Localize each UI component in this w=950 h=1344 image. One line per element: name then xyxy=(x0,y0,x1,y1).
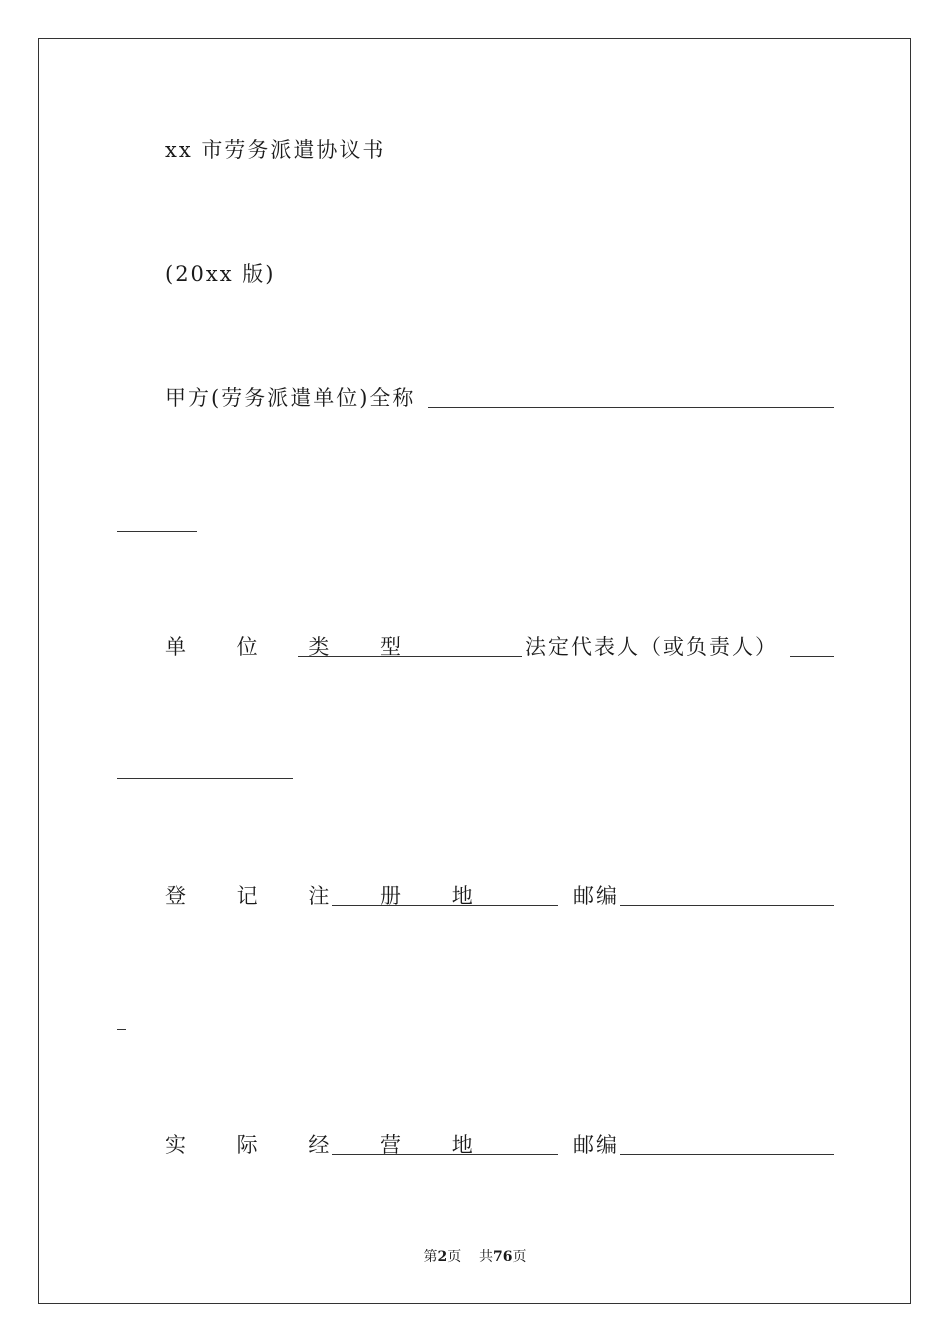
footer-total-prefix: 共 xyxy=(479,1249,494,1265)
postcode-blank[interactable] xyxy=(620,905,834,906)
document-title: xx 市劳务派遣协议书 xyxy=(165,138,386,162)
party-a-label: 甲方(劳务派遣单位)全称 xyxy=(165,386,416,410)
footer-total-pages: 76 xyxy=(493,1249,513,1265)
document-edition: (20xx 版) xyxy=(165,262,276,286)
unit-type-label: 单 位 类 型 xyxy=(165,635,424,659)
actual-address-label: 实 际 经 营 地 xyxy=(165,1133,495,1157)
postcode-blank-2[interactable] xyxy=(620,1154,834,1155)
party-a-name-blank-continued[interactable] xyxy=(117,531,197,532)
footer-page-prefix: 第 xyxy=(423,1249,438,1265)
legal-rep-blank[interactable] xyxy=(790,656,834,657)
footer-page-number: 2 xyxy=(437,1249,448,1265)
party-a-name-blank[interactable] xyxy=(428,407,834,408)
postcode-label-2: 邮编 xyxy=(573,1133,619,1157)
legal-rep-label: 法定代表人（或负责人） xyxy=(525,635,778,659)
postcode-label: 邮编 xyxy=(573,884,619,908)
registered-address-label: 登 记 注 册 地 xyxy=(165,884,495,908)
unit-type-blank[interactable] xyxy=(298,656,522,657)
legal-rep-blank-continued[interactable] xyxy=(117,778,293,779)
page-frame xyxy=(38,38,911,1304)
footer-total-suffix: 页 xyxy=(512,1249,527,1265)
postcode-blank-continued[interactable] xyxy=(117,1029,126,1030)
page-footer xyxy=(0,1248,950,1266)
registered-address-blank[interactable] xyxy=(332,905,558,906)
footer-page-suffix: 页 xyxy=(447,1249,462,1265)
actual-address-blank[interactable] xyxy=(332,1154,558,1155)
